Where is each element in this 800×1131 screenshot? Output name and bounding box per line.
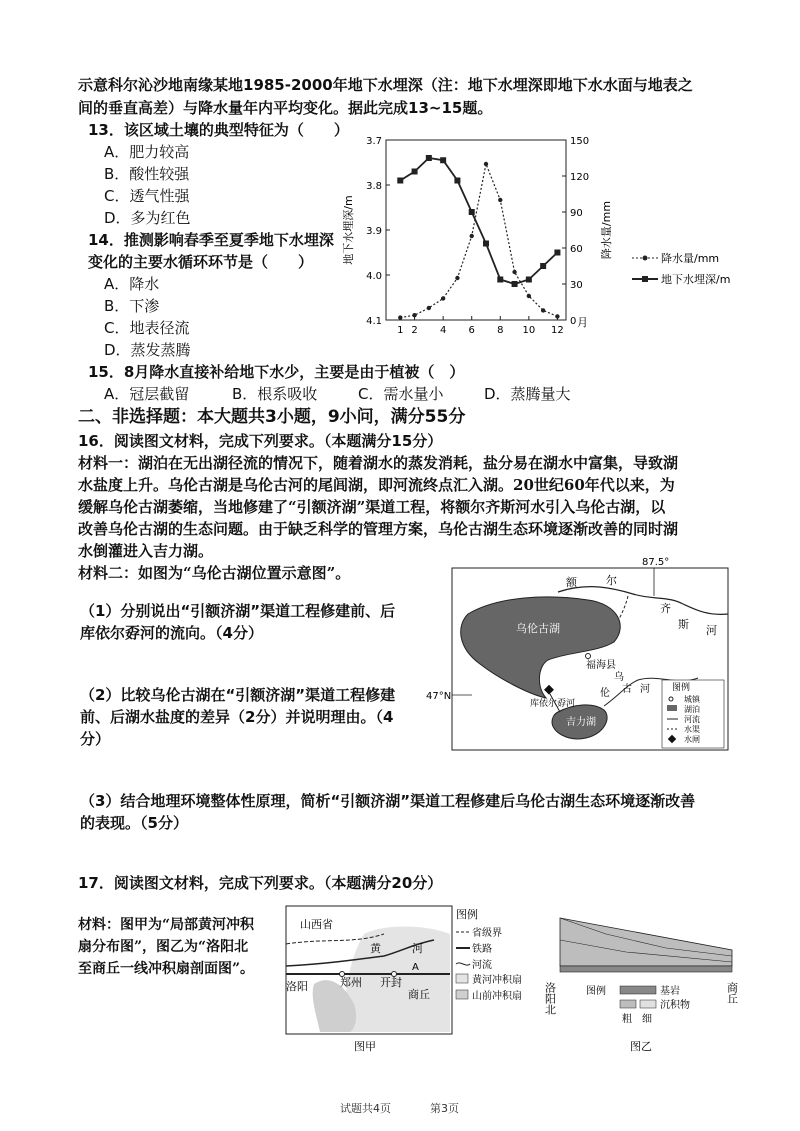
footer-page: 第3页: [430, 1102, 459, 1115]
q14-stem-1: 14．推测影响春季至夏季地下水埋深: [88, 231, 334, 249]
q16-material-2-label: 材料二：: [78, 564, 139, 582]
q16-material-1-line-1: [78, 452, 678, 474]
q13-option-a: A．肥力较高: [104, 143, 190, 161]
legend-lake-icon: [667, 705, 677, 711]
legend-boundary: 省级界: [472, 928, 502, 939]
shangqiu-yi-label: 商丘: [725, 982, 739, 1004]
map-legend-title: 图例: [672, 683, 691, 693]
irtysh-label-si: 斯: [678, 618, 689, 631]
legend-bedrock: 基岩: [660, 986, 680, 997]
irtysh-label-qi: 齐: [660, 602, 671, 615]
q14-option-a: A．降水: [104, 275, 160, 293]
q14-stem-2: 变化的主要水循环环节是（ ）: [88, 253, 314, 271]
q15-option-a: A．冠层截留: [104, 385, 190, 403]
map-yi-legend-title: 图例: [586, 986, 606, 997]
q13-stem: 13．该区域土壤的典型特征为（ ）: [88, 121, 349, 139]
map-yi-caption: 图乙: [630, 1040, 652, 1053]
longitude-label: 87.5°: [642, 557, 670, 568]
q16-sub2-line-1: （2）比较乌伦古湖在“引额济湖”渠道工程修建: [80, 686, 396, 704]
q16-material-1-text-1: 湖泊在无出湖径流的情况下，随着湖水的蒸发消耗，盐分易在湖水中富集，导致湖: [138, 454, 679, 472]
ulungur-label-gu: 古: [622, 684, 632, 695]
legend-sluice: 水闸: [684, 735, 700, 744]
sediment-layer: [560, 918, 732, 966]
x-tick-label: 12: [551, 325, 564, 336]
legend-depth-label: 地下水埋深/m: [661, 273, 731, 286]
x-tick-label: 8: [497, 325, 504, 336]
q16-sub2-line-2: 前、后湖水盐度的差异（2分）并说明理由。（4: [80, 708, 394, 726]
jili-lake-label: 吉力湖: [566, 717, 596, 728]
x-tick-label: 1: [397, 325, 404, 336]
right-tick-label: 0: [570, 316, 577, 327]
legend-hh-fan-icon: [456, 974, 468, 983]
precip-point: [527, 294, 531, 298]
map-jia-caption: 图甲: [354, 1040, 376, 1053]
q17-material-line-1: 材料：图甲为“局部黄河冲积: [78, 917, 255, 933]
legend-hh-fan: 黄河冲积扇: [472, 975, 522, 986]
q17-material-line-3: 至商丘一线冲积扇剖面图”。: [78, 961, 255, 977]
yellow-river-label-he: 河: [412, 942, 423, 955]
depth-point: [426, 155, 432, 161]
legend-river-jia: 河流: [472, 960, 492, 971]
footer-total: 试题共4页: [340, 1102, 391, 1115]
precip-point: [498, 198, 502, 202]
legend-river-icon-jia: [456, 963, 470, 965]
kaifeng-label: 开封: [380, 976, 402, 989]
legend-canal: 水渠: [684, 725, 700, 734]
q17-stem: 17．阅读图文材料，完成下列要求。（本题满分20分）: [78, 874, 443, 892]
q17-material-line-2: 扇分布图”，图乙为“洛阳北: [78, 939, 249, 955]
legend-bedrock-icon: [620, 986, 656, 994]
right-tick-label: 90: [570, 208, 583, 219]
shanxi-label: 山西省: [300, 918, 333, 931]
kuyier-label: 库依尔孬河: [530, 699, 576, 709]
depth-point: [526, 277, 532, 283]
map-jia-legend-title: 图例: [456, 908, 478, 921]
q14-option-d: D．蒸发蒸腾: [104, 341, 191, 359]
right-tick-label: 120: [570, 172, 590, 183]
q16-material-1-label: 材料一：: [78, 454, 139, 472]
precip-point: [555, 314, 559, 318]
x-tick-label: 10: [522, 325, 536, 336]
legend-coarse-label: 粗: [622, 1014, 632, 1025]
q15-option-b: B．根系吸收: [232, 385, 318, 403]
intro-line-1: 示意科尔沁沙地南缘某地1985-2000年地下水埋深（注：地下水埋深即地下水水面与地表之: [78, 76, 693, 94]
latitude-label: 47°N: [426, 691, 452, 702]
precip-series-line: [400, 164, 557, 318]
left-tick-label: 3.9: [366, 226, 382, 237]
groundwater-precip-chart: [340, 128, 760, 338]
legend-town: 城镇: [684, 695, 700, 704]
zhengzhou-label: 郑州: [340, 976, 362, 989]
depth-point: [397, 178, 403, 184]
legend-coarse-icon: [620, 1000, 636, 1008]
yellow-river-label-huang: 黄: [370, 942, 381, 955]
legend-railway: 铁路: [472, 944, 492, 955]
depth-point: [483, 241, 489, 247]
ulungur-label-he: 河: [640, 684, 650, 695]
q14-option-c: C．地表径流: [104, 319, 190, 337]
left-tick-label: 3.7: [366, 136, 382, 147]
legend-lake: 湖泊: [684, 705, 700, 714]
legend-piedmont-fan-icon: [456, 990, 468, 999]
q16-material-1-line-4: 改善乌伦古湖的生态问题。由于缺乏科学的管理方案，乌伦古湖生态环境逐渐改善的同时湖: [78, 520, 679, 538]
map-jia: [284, 904, 544, 1054]
q16-material-1-line-3: 缓解乌伦古湖萎缩，当地修建了“引额济湖”渠道工程，将额尔齐斯河水引入乌伦古湖，以: [78, 498, 666, 516]
luoyang-label: 洛阳: [286, 980, 308, 993]
plot-frame: [386, 140, 566, 320]
q15-option-c: C．需水量小: [358, 385, 444, 403]
ulungur-label-wu: 乌: [614, 672, 624, 683]
x-tick-label: 6: [468, 325, 475, 336]
precip-point: [455, 276, 459, 280]
precip-point: [441, 296, 445, 300]
q16-sub3-line-2: 的表现。（5分）: [80, 814, 188, 832]
precip-point: [398, 315, 402, 319]
x-tick-label: 4: [439, 325, 447, 336]
q13-option-b: B．酸性较强: [104, 165, 190, 183]
q16-sub1-line-1: （1）分别说出“引额济湖”渠道工程修建前、后: [80, 602, 396, 620]
q16-material-1-line-2: 水盐度上升。乌伦古湖是乌伦古河的尾闾湖，即河流终点汇入湖。20世纪60年代以来，为: [78, 476, 675, 494]
left-tick-label: 3.8: [366, 181, 382, 192]
irtysh-label-he: 河: [706, 624, 717, 637]
legend-depth-marker: [642, 276, 648, 282]
legend-precip-label: 降水量/mm: [661, 252, 720, 265]
point-a-label: A: [412, 962, 419, 973]
fuhai-county-label: 福海县: [586, 660, 616, 671]
precip-point: [412, 313, 416, 317]
depth-point: [540, 263, 546, 269]
precip-point: [484, 162, 488, 166]
depth-point: [512, 281, 518, 287]
q16-sub3-line-1: （3）结合地理环境整体性原理，简析“引额济湖”渠道工程修建后乌伦古湖生态环境逐渐改善: [80, 792, 696, 810]
q16-material-2-line: [78, 562, 350, 584]
depth-point: [469, 209, 475, 215]
right-axis-label: 降水量/mm: [600, 200, 613, 260]
q16-material-2-text: 如图为“乌伦古湖位置示意图”。: [138, 564, 351, 582]
depth-point: [412, 169, 418, 175]
precip-point: [470, 234, 474, 238]
zhengzhou-marker: [340, 972, 345, 977]
q16-sub1-line-2: 库依尔孬河的流向。（4分）: [80, 624, 263, 642]
section-2-heading: 二、非选择题：本大题共3小题，9小问，满分55分: [78, 407, 466, 427]
map-yi: [543, 910, 756, 1058]
depth-point: [554, 250, 560, 256]
q16-material-1-line-5: 水倒灌进入吉力湖。: [78, 542, 214, 560]
q16-sub2-line-3: 分）: [80, 730, 111, 748]
ulungur-label-lun: 伦: [600, 688, 610, 699]
depth-series-line: [400, 158, 557, 284]
legend-fine-icon: [640, 1000, 656, 1008]
wulungu-lake-label: 乌伦古湖: [516, 622, 560, 635]
legend-piedmont-fan: 山前冲积扇: [472, 991, 522, 1002]
left-tick-label: 4.1: [366, 316, 382, 327]
legend-fine-label: 细: [642, 1014, 652, 1025]
q15-option-d: D．蒸腾量大: [484, 385, 571, 403]
shangqiu-label: 商丘: [408, 988, 430, 1001]
legend-precip-marker: [643, 256, 648, 261]
irtysh-label-e: 额: [566, 576, 577, 589]
right-tick-label: 150: [570, 136, 590, 147]
depth-point: [497, 277, 503, 283]
bedrock-layer: [560, 966, 732, 972]
q15-stem: 15．8月降水直接补给地下水少，主要是由于植被（ ）: [88, 363, 465, 381]
right-tick-label: 30: [570, 280, 583, 291]
left-axis-label: 地下水埋深/m: [342, 195, 355, 265]
q14-option-b: B．下渗: [104, 297, 160, 315]
intro-line-2: 间的垂直高差）与降水量年内平均变化。据此完成13~15题。: [78, 99, 493, 117]
legend-sediment: 沉积物: [660, 1000, 690, 1011]
precip-point: [541, 308, 545, 312]
x-tick-label: 2: [411, 325, 418, 336]
q13-option-d: D．多为红色: [104, 209, 191, 227]
right-tick-label: 60: [570, 244, 583, 255]
q13-option-c: C．透气性强: [104, 187, 190, 205]
luoyang-bei-label: 洛阳北: [543, 982, 557, 1015]
depth-point: [440, 157, 446, 163]
precip-point: [427, 306, 431, 310]
month-unit-label: 月: [577, 316, 588, 329]
irtysh-label-er: 尔: [606, 574, 617, 587]
q16-stem: 16．阅读图文材料，完成下列要求。（本题满分15分）: [78, 432, 443, 450]
precip-point: [512, 270, 516, 274]
depth-point: [454, 178, 460, 184]
legend-river: 河流: [684, 715, 700, 724]
left-tick-label: 4.0: [366, 271, 382, 282]
wulungu-lake-map: [428, 556, 738, 756]
kaifeng-marker: [392, 972, 397, 977]
